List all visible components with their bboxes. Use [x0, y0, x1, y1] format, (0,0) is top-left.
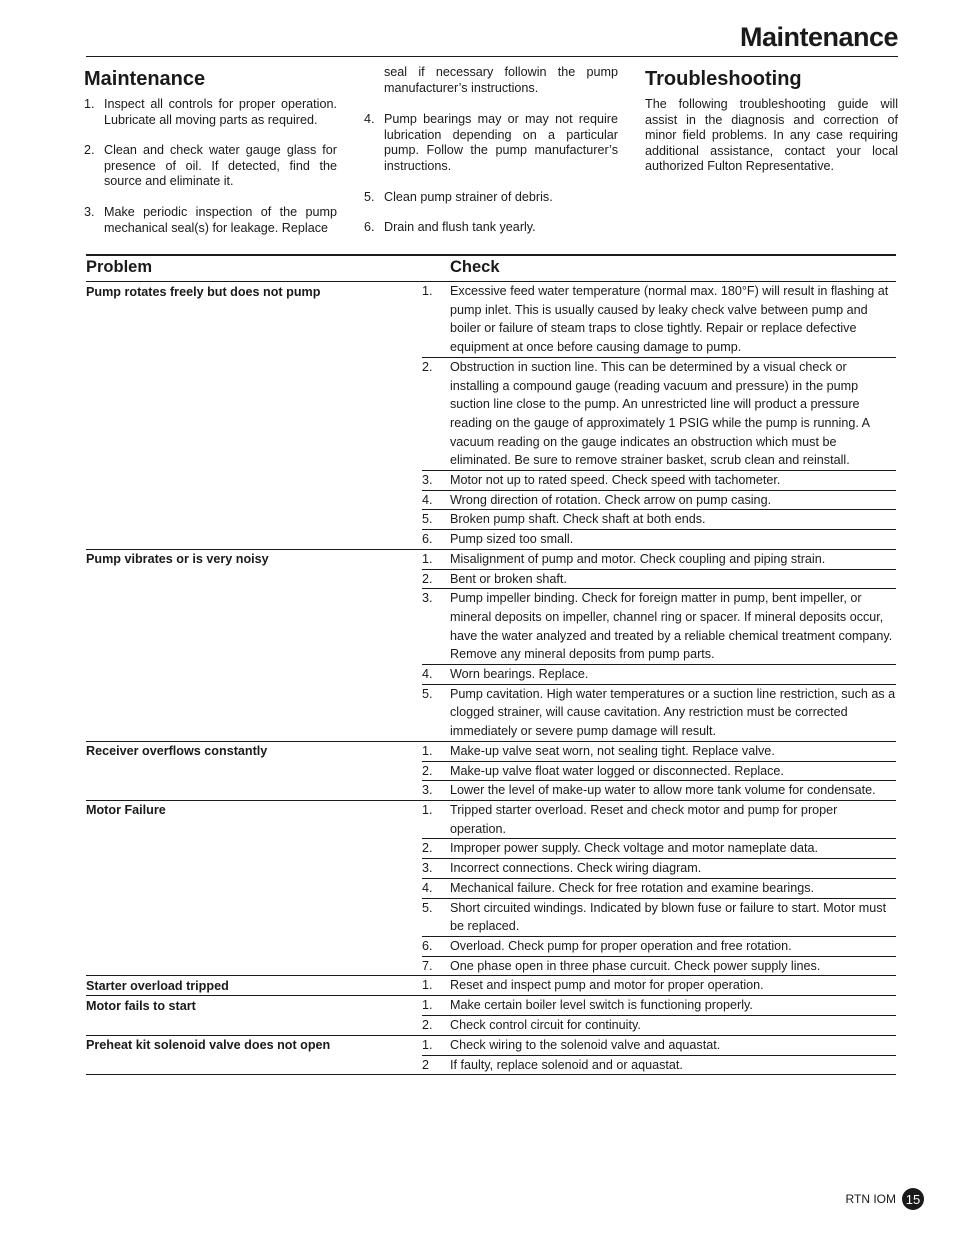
item-number: 2. — [84, 143, 95, 158]
item-number: 4. — [364, 112, 375, 127]
item-text: Make periodic inspection of the pump mechanical seal(s) for leakage. Replace — [104, 204, 337, 235]
check-number: 1. — [422, 802, 433, 817]
check-number: 1. — [422, 978, 433, 993]
check-text: Bent or broken shaft. — [450, 571, 567, 586]
check-item — [422, 357, 896, 470]
check-text: If faulty, replace solenoid and or aquastat. — [450, 1057, 683, 1072]
problem-cell: Motor fails to start — [86, 998, 196, 1013]
table-row — [86, 282, 896, 550]
check-item — [422, 470, 896, 490]
table-body — [86, 282, 896, 1075]
maintenance-column-2 — [364, 62, 618, 251]
check-number: 1. — [422, 1037, 433, 1052]
check-item — [422, 780, 896, 800]
problem-column-header: Problem — [86, 258, 153, 276]
check-number: 2. — [422, 571, 433, 586]
item-number: 3. — [84, 204, 95, 219]
check-item — [422, 664, 896, 684]
check-number: 6. — [422, 532, 433, 547]
check-text: Lower the level of make-up water to allow more tank volume for condensate. — [450, 783, 876, 798]
table-row — [86, 550, 896, 742]
check-number: 4. — [422, 667, 433, 682]
check-number: 2. — [422, 841, 433, 856]
check-number: 3. — [422, 591, 433, 606]
check-number: 2. — [422, 359, 433, 374]
check-item — [422, 588, 896, 664]
check-text: Short circuited windings. Indicated by blown fuse or failure to start. Motor must be replaced. — [450, 900, 887, 934]
check-item — [422, 878, 896, 898]
check-number: 3. — [422, 473, 433, 488]
check-text: Broken pump shaft. Check shaft at both ends. — [450, 512, 706, 527]
problem-cell: Pump rotates freely but does not pump — [86, 284, 321, 299]
check-text: Pump sized too small. — [450, 532, 574, 547]
check-text: Overload. Check pump for proper operation and free rotation. — [450, 938, 792, 953]
check-item — [422, 838, 896, 858]
item-number: 5. — [364, 189, 375, 204]
check-text: Make certain boiler level switch is functioning properly. — [450, 998, 753, 1013]
item-text: Clean pump strainer of debris. — [384, 189, 553, 204]
check-text: Make-up valve seat worn, not sealing tight. Replace valve. — [450, 743, 775, 758]
check-text: Misalignment of pump and motor. Check coupling and piping strain. — [450, 551, 826, 566]
check-item — [422, 550, 896, 569]
maintenance-item — [364, 112, 618, 174]
maintenance-item — [364, 220, 618, 236]
table-row — [86, 976, 896, 996]
maintenance-title: Maintenance — [84, 68, 206, 90]
check-text: Reset and inspect pump and motor for proper operation. — [450, 978, 764, 993]
check-item — [422, 761, 896, 781]
check-text: Incorrect connections. Check wiring diagram. — [450, 861, 702, 876]
check-list — [422, 976, 896, 995]
maintenance-item — [364, 190, 618, 206]
check-item — [422, 282, 896, 357]
check-text: Check control circuit for continuity. — [450, 1018, 641, 1033]
document-code: RTN IOM — [845, 1192, 896, 1206]
check-number: 5. — [422, 512, 433, 527]
check-text: Motor not up to rated speed. Check speed with tachometer. — [450, 473, 781, 488]
check-text: Check wiring to the solenoid valve and aquastat. — [450, 1037, 721, 1052]
check-item — [422, 858, 896, 878]
maintenance-item — [84, 97, 337, 128]
check-list — [422, 550, 896, 741]
check-number: 5. — [422, 900, 433, 915]
check-item — [422, 1015, 896, 1035]
check-text: Improper power supply. Check voltage and motor nameplate data. — [450, 841, 818, 856]
check-item — [422, 936, 896, 956]
check-text: Obstruction in suction line. This can be determined by a visual check or installing a compound gauge (reading vacuum and pressure) in the pump suction line close to the pump. An unrestricted line will product a pressure reading on the gauge of approximately 1 PSIG while the pump is running. A vacuum reading on the gauge indicates an obstruction which must be eliminated. Be sure to remove strainer basket, scrub clean and reinstall. — [450, 359, 870, 468]
troubleshooting-table — [86, 254, 896, 1075]
problem-cell: Preheat kit solenoid valve does not open — [86, 1038, 331, 1053]
check-text: Make-up valve float water logged or disconnected. Replace. — [450, 763, 784, 778]
table-row — [86, 801, 896, 976]
check-number: 1. — [422, 551, 433, 566]
check-number: 6. — [422, 938, 433, 953]
maintenance-item — [84, 143, 337, 190]
check-list — [422, 996, 896, 1034]
check-item — [422, 1055, 896, 1075]
maintenance-list-continued — [364, 112, 618, 236]
problem-cell: Receiver overflows constantly — [86, 744, 268, 759]
check-item — [422, 976, 896, 995]
item-text: Pump bearings may or may not require lubrication depending on a particular pump. Follow the pump manufacturer’s instructions. — [384, 112, 618, 173]
check-list — [422, 742, 896, 800]
check-text: Pump impeller binding. Check for foreign matter in pump, bent impeller, or mineral deposits on impeller, channel ring or spacer. If mineral deposits occur, have the water analyzed and treated by a reliable chemical treatment company. Remove any mineral deposits from pump parts. — [450, 591, 893, 662]
check-number: 4. — [422, 492, 433, 507]
check-number: 1. — [422, 743, 433, 758]
table-row — [86, 996, 896, 1035]
check-list — [422, 282, 896, 549]
troubleshooting-intro: The following troubleshooting guide will assist in the diagnosis and correction of minor field problems. In any case requiring additional assistance, contact your local authorized Fulton Representative. — [645, 97, 898, 174]
item-text: Inspect all controls for proper operation. Lubricate all moving parts as required. — [104, 97, 337, 127]
maintenance-list — [84, 97, 337, 236]
check-item — [422, 509, 896, 529]
item-number: 6. — [364, 220, 375, 235]
check-number: 2 — [422, 1057, 430, 1072]
check-text: Pump cavitation. High water temperatures or a suction line restriction, such as a clogged strainer, will cause cavitation. Any restriction must be corrected immediately or severe pump damage will result. — [450, 686, 896, 739]
check-column-header: Check — [450, 258, 500, 276]
header-rule — [86, 56, 898, 57]
check-text: Excessive feed water temperature (normal max. 180°F) will result in flashing at pump inlet. This is usually caused by leaky check valve between pump and boiler or failure of steam traps to close tightly. Repair or replace defective equipment at once before causing damage to pump. — [450, 284, 889, 355]
check-item — [422, 898, 896, 936]
maintenance-item-continuation: seal if necessary followin the pump manufacturer’s instructions. — [384, 65, 618, 95]
table-row — [86, 1036, 896, 1075]
check-item — [422, 684, 896, 741]
check-text: One phase open in three phase curcuit. Check power supply lines. — [450, 958, 821, 973]
page-number-badge: 15 — [902, 1188, 924, 1210]
check-item — [422, 742, 896, 761]
check-text: Worn bearings. Replace. — [450, 667, 589, 682]
check-list — [422, 801, 896, 975]
item-text: Drain and flush tank yearly. — [384, 220, 536, 235]
problem-cell: Starter overload tripped — [86, 978, 229, 993]
page-footer — [846, 1188, 924, 1210]
check-number: 1. — [422, 284, 433, 298]
check-item — [422, 490, 896, 510]
item-text: Clean and check water gauge glass for presence of oil. If detected, find the source and eliminate it. — [104, 143, 337, 189]
check-number: 5. — [422, 686, 433, 701]
check-item — [422, 956, 896, 976]
table-header — [86, 254, 896, 282]
check-item — [422, 801, 896, 838]
check-text: Mechanical failure. Check for free rotation and examine bearings. — [450, 880, 815, 895]
check-list — [422, 1036, 896, 1074]
check-text: Wrong direction of rotation. Check arrow on pump casing. — [450, 492, 772, 507]
check-number: 7. — [422, 958, 433, 973]
check-number: 2. — [422, 763, 433, 778]
troubleshooting-column — [645, 62, 898, 175]
problem-cell: Pump vibrates or is very noisy — [86, 552, 269, 567]
maintenance-column-1 — [84, 62, 337, 251]
check-number: 3. — [422, 861, 433, 876]
item-number: 1. — [84, 97, 95, 111]
page-header-title: Maintenance — [739, 22, 898, 52]
check-text: Tripped starter overload. Reset and check motor and pump for proper operation. — [450, 802, 838, 836]
check-number: 3. — [422, 783, 433, 798]
table-row — [86, 742, 896, 801]
troubleshooting-title: Troubleshooting — [645, 68, 802, 90]
check-item — [422, 1036, 896, 1055]
maintenance-item — [84, 205, 337, 236]
check-number: 2. — [422, 1018, 433, 1033]
check-number: 4. — [422, 880, 433, 895]
check-item — [422, 996, 896, 1015]
check-item — [422, 569, 896, 589]
check-number: 1. — [422, 998, 433, 1013]
check-item — [422, 529, 896, 549]
problem-cell: Motor Failure — [86, 803, 166, 818]
